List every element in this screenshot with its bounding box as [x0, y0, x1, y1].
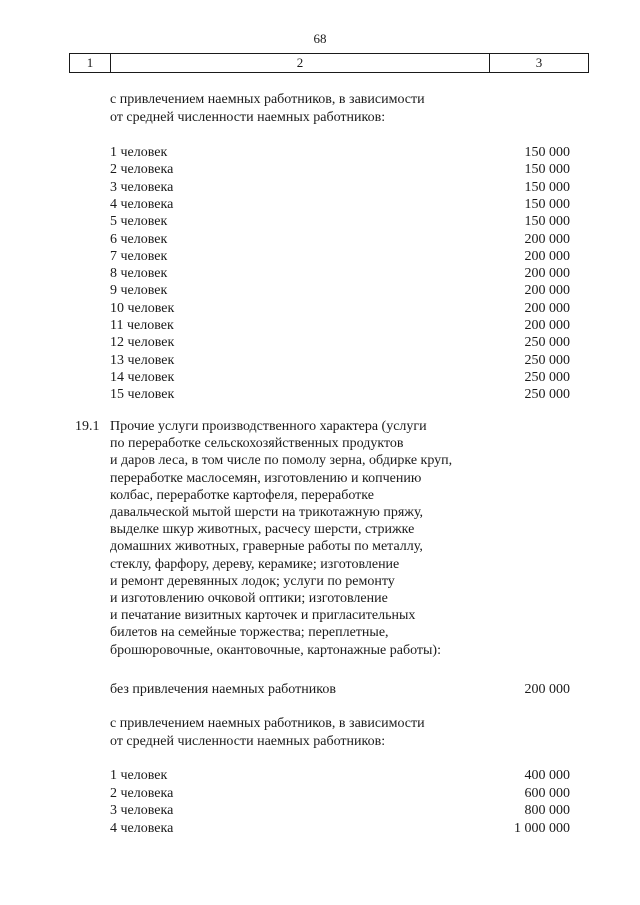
section-description-line: давальческой мытой шерсти на трикотажную пряжу,	[110, 505, 424, 520]
row-label: 9 человек	[110, 283, 168, 299]
row-value: 150 000	[524, 196, 570, 212]
row-label: 5 человек	[110, 214, 168, 230]
row-value: 250 000	[524, 387, 570, 403]
row-label: 3 человека	[110, 179, 174, 195]
row-value: 200 000	[524, 266, 570, 282]
table-row	[0, 161, 640, 178]
section-description-line: и изготовлению очковой оптики; изготовление	[110, 591, 388, 606]
table-row	[0, 802, 640, 819]
table-row	[0, 334, 640, 351]
table-row	[0, 352, 640, 369]
table-row	[0, 369, 640, 386]
row-value: 250 000	[524, 335, 570, 351]
no-hired-value: 200 000	[524, 682, 570, 697]
row-value: 150 000	[524, 179, 570, 195]
section-description-line: билетов на семейные торжества; переплетные,	[110, 625, 389, 641]
table-row	[0, 386, 640, 403]
header-column-2: 2	[110, 54, 489, 72]
table-row	[0, 231, 640, 248]
row-label: 13 человек	[110, 352, 175, 368]
table-row	[0, 265, 640, 282]
row-label: 8 человек	[110, 266, 168, 282]
section-description-line: брошюровочные, окантовочные, картонажные работы):	[110, 642, 441, 658]
row-value: 400 000	[524, 768, 570, 783]
row-value: 200 000	[524, 300, 570, 316]
section-description-line: Прочие услуги производственного характера (услуги	[110, 419, 427, 434]
row-label: 4 человека	[110, 196, 174, 212]
section-number: 19.1	[75, 419, 100, 434]
row-value: 800 000	[524, 803, 570, 818]
row-value: 250 000	[524, 352, 570, 368]
table-row	[0, 767, 640, 784]
block1-intro-line: от средней численности наемных работников:	[110, 110, 386, 125]
section-intro-line: с привлечением наемных работников, в зависимости	[110, 716, 425, 731]
table-row	[0, 248, 640, 265]
no-hired-label: без привлечения наемных работников	[110, 682, 336, 697]
row-label: 1 человек	[110, 768, 168, 783]
section-description-line: и ремонт деревянных лодок; услуги по ремонту	[110, 573, 395, 589]
row-value: 200 000	[524, 231, 570, 247]
table-row	[0, 300, 640, 317]
section-description-line: и печатание визитных карточек и пригласительных	[110, 608, 416, 624]
row-label: 4 человека	[110, 820, 174, 836]
header-column-1: 1	[69, 54, 110, 72]
row-value: 150 000	[524, 162, 570, 178]
row-value: 250 000	[524, 369, 570, 385]
row-label: 12 человек	[110, 335, 175, 351]
section-description-line: и даров леса, в том числе по помолу зерна, обдирке круп,	[110, 453, 453, 469]
table-row	[0, 317, 640, 334]
table-header-row	[69, 53, 589, 73]
row-label: 7 человек	[110, 248, 168, 264]
row-label: 15 человек	[110, 387, 175, 403]
row-value: 150 000	[524, 214, 570, 230]
table-row	[0, 785, 640, 802]
row-value: 1 000 000	[514, 820, 570, 836]
block1-intro-line: с привлечением наемных работников, в зависимости	[110, 92, 425, 107]
row-label: 2 человека	[110, 785, 174, 801]
row-label: 11 человек	[110, 318, 174, 333]
row-label: 10 человек	[110, 300, 175, 316]
table-row	[0, 213, 640, 230]
page-number: 68	[313, 31, 327, 46]
row-value: 150 000	[524, 145, 570, 160]
section-description-line: переработке маслосемян, изготовлению и копчению	[110, 470, 422, 486]
row-label: 3 человека	[110, 803, 174, 818]
table-row	[0, 282, 640, 299]
section-description-line: колбас, переработке картофеля, переработке	[110, 487, 374, 503]
row-value: 600 000	[524, 785, 570, 801]
row-value: 200 000	[524, 318, 570, 333]
table-row	[0, 820, 640, 837]
table-row	[0, 179, 640, 196]
section-description-line: стеклу, фарфору, дереву, керамике; изготовление	[110, 556, 400, 572]
table-row	[0, 144, 640, 161]
row-label: 2 человека	[110, 162, 174, 178]
section-description-line: по переработке сельскохозяйственных продуктов	[110, 436, 404, 452]
row-value: 200 000	[524, 283, 570, 299]
header-column-3: 3	[489, 54, 589, 72]
table-row	[0, 196, 640, 213]
row-value: 200 000	[524, 248, 570, 264]
section-intro-line: от средней численности наемных работников:	[110, 734, 386, 749]
row-label: 14 человек	[110, 369, 175, 385]
section-description-line: домашних животных, граверные работы по металлу,	[110, 539, 423, 555]
no-hired-row	[0, 681, 640, 698]
row-label: 6 человек	[110, 231, 168, 247]
row-label: 1 человек	[110, 145, 168, 160]
section-description-line: выделке шкур животных, расчесу шерсти, стрижке	[110, 522, 415, 538]
